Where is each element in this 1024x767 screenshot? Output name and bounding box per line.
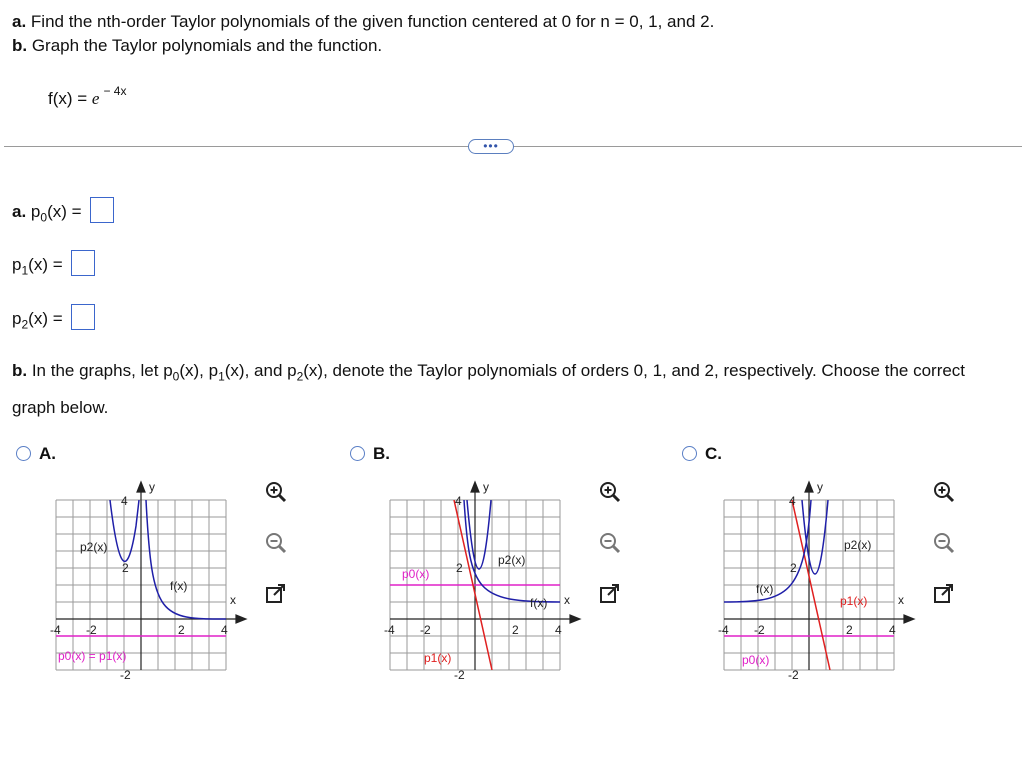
option-c-radio[interactable] [682, 446, 697, 461]
option-c[interactable]: C. [682, 444, 722, 464]
graph-b-ytick-m2: -2 [454, 668, 465, 682]
option-a-radio[interactable] [16, 446, 31, 461]
graph-c-ytick-2: 2 [790, 561, 797, 575]
graph-a-zoom-in-icon[interactable] [263, 479, 289, 505]
graph-a [50, 478, 255, 690]
graph-c-zoom-in-icon[interactable] [931, 479, 957, 505]
answer-row-p0: a. $p_0(x)$ = [12, 197, 114, 224]
graph-b-p2-label: p2(x) [498, 553, 526, 567]
graph-b-ytick-4: 4 [455, 494, 462, 508]
option-a[interactable]: A. [16, 444, 56, 464]
graph-a-ytick-m2: -2 [120, 668, 131, 682]
graph-b-xtick-4: 4 [555, 623, 562, 637]
graph-a-y-label: y [149, 480, 155, 494]
graph-a-ytick-4: 4 [121, 494, 128, 508]
p2-input-box[interactable] [71, 304, 95, 330]
graph-c-xtick-m4: -4 [718, 623, 729, 637]
graph-b-xtick-2: 2 [512, 623, 519, 637]
graph-a-xtick-2: 2 [178, 623, 185, 637]
problem-line-b: b. Graph the Taylor polynomials and the function. [12, 36, 383, 55]
graph-c-popout-icon[interactable] [931, 581, 957, 607]
graph-b-zoom-in-icon[interactable] [597, 479, 623, 505]
graph-a-fx-label: f(x) [170, 579, 188, 593]
graph-c-p2-label: p2(x) [844, 538, 872, 552]
answer-row-p1: $p_1(x)$ = [12, 250, 95, 277]
graph-c-ytick-4: 4 [789, 494, 796, 508]
graph-a-zoom-out-icon[interactable] [263, 530, 289, 556]
option-b-radio[interactable] [350, 446, 365, 461]
graph-c-axes [724, 482, 914, 670]
graph-c-xtick-m2: -2 [754, 623, 765, 637]
graph-b-ytick-2: 2 [456, 561, 463, 575]
graph-b-y-label: y [483, 480, 489, 494]
graph-c-p0-label: p0(x) [742, 653, 770, 667]
graph-b-fx-label: f(x) [530, 596, 548, 610]
graph-a-p0-p1-label: p0(x) = p1(x) [58, 649, 127, 663]
graph-c-y-label: y [817, 480, 823, 494]
p1-input-box[interactable] [71, 250, 95, 276]
graph-c-xtick-4: 4 [889, 623, 896, 637]
graph-b [384, 478, 589, 690]
graph-a-xtick-m2: -2 [86, 623, 97, 637]
graph-a-xtick-4: 4 [221, 623, 228, 637]
graph-b-x-label: x [564, 593, 570, 607]
graph-c-x-label: x [898, 593, 904, 607]
option-b[interactable]: B. [350, 444, 390, 464]
problem-line-a: a. Find the nth-order Taylor polynomials of the given function centered at 0 for n = 0, 1, and 2. [12, 12, 715, 31]
part-b-instructions: b. In the graphs, let $p_0(x)$, $p_1(x)$, and $p_2(x)$, denote the Taylor polynomials of orders 0, 1, and 2, respectively. Choose the correct graph below. [12, 361, 966, 418]
graph-b-p1-label: p1(x) [424, 651, 452, 665]
graph-b-zoom-out-icon[interactable] [597, 530, 623, 556]
graph-c-ytick-m2: -2 [788, 668, 799, 682]
graph-a-xtick-m4: -4 [50, 623, 61, 637]
graph-b-popout-icon[interactable] [597, 581, 623, 607]
graph-a-ytick-2: 2 [122, 561, 129, 575]
graph-b-p0-label: p0(x) [402, 567, 430, 581]
graph-c-fx-label: f(x) [756, 582, 774, 596]
graph-a-x-label: x [230, 593, 236, 607]
expand-button[interactable]: ••• [468, 139, 514, 154]
p0-input-box[interactable] [90, 197, 114, 223]
graph-c [718, 478, 923, 690]
graph-c-p1-label: p1(x) [840, 594, 868, 608]
graph-b-xtick-m2: -2 [420, 623, 431, 637]
graph-c-xtick-2: 2 [846, 623, 853, 637]
graph-a-p2-label: p2(x) [80, 540, 108, 554]
graph-b-xtick-m4: -4 [384, 623, 395, 637]
graph-c-zoom-out-icon[interactable] [931, 530, 957, 556]
function-definition: f(x) = e $^{- 4x}$ [48, 84, 127, 108]
graph-a-popout-icon[interactable] [263, 581, 289, 607]
graph-a-axes [56, 482, 246, 670]
answer-row-p2: $p_2(x)$ = [12, 304, 95, 331]
